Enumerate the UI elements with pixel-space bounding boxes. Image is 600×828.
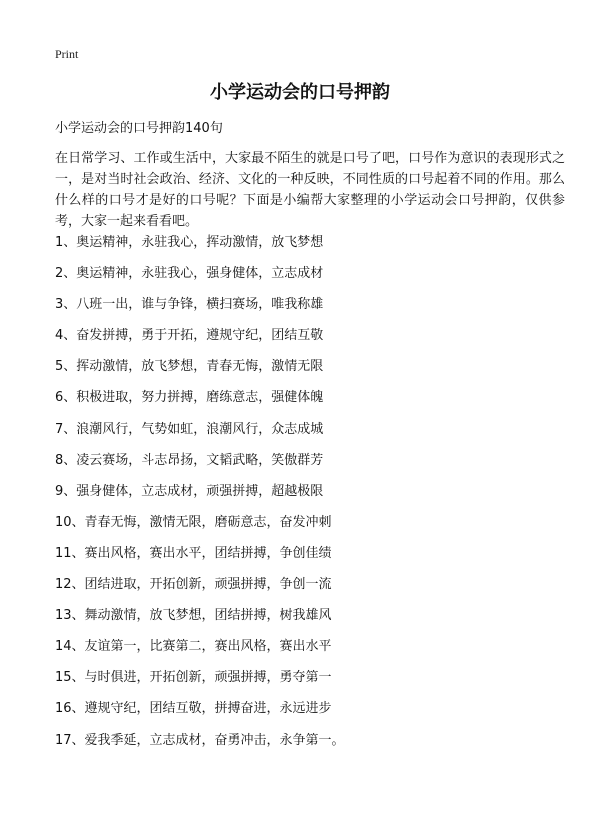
- slogan-list: [55, 233, 565, 762]
- slogan-item: 10、青春无悔，激情无限，磨砺意志，奋发冲刺: [55, 514, 332, 530]
- slogan-item: 8、凌云赛场，斗志昂扬，文韬武略，笑傲群芳: [55, 452, 324, 468]
- slogan-item: 9、强身健体，立志成材，顽强拼搏，超越极限: [55, 483, 324, 499]
- intro-paragraph: 在日常学习、工作或生活中，大家最不陌生的就是口号了吧，口号作为意识的表现形式之一，是对当时社会政治、经济、文化的一种反映，不同性质的口号起着不同的作用。那么什么样的口号才是好的口号呢？下面是小编帮大家整理的小学运动会口号押韵，仅供参考，大家一起来看看吧。: [55, 151, 565, 229]
- slogan-item: 4、奋发拼搏，勇于开拓，遵规守纪，团结互敬: [55, 328, 324, 344]
- slogan-item: 5、挥动激情，放飞梦想，青春无悔，激情无限: [55, 359, 324, 375]
- slogan-item: 15、与时俱进，开拓创新，顽强拼搏，勇夺第一: [55, 670, 332, 686]
- slogan-item: 13、舞动激情，放飞梦想，团结拼搏，树我雄风: [55, 608, 332, 624]
- slogan-item: 17、爱我季延，立志成材，奋勇冲击，永争第一。: [55, 732, 345, 748]
- slogan-item: 7、浪潮风行，气势如虹，浪潮风行，众志成城: [55, 421, 324, 437]
- slogan-item: 6、积极进取，努力拼搏，磨练意志，强健体魄: [55, 390, 324, 406]
- slogan-item: 11、赛出风格，赛出水平，团结拼搏，争创佳绩: [55, 545, 332, 561]
- print-link[interactable]: Print: [55, 47, 79, 61]
- article-subtitle: 小学运动会的口号押韵140句: [55, 121, 223, 136]
- slogan-item: 1、奥运精神，永驻我心，挥动激情，放飞梦想: [55, 235, 324, 250]
- slogan-item: 14、友谊第一，比赛第二，赛出风格，赛出水平: [55, 639, 332, 655]
- slogan-item: 3、八班一出，谁与争锋，横扫赛场，唯我称雄: [55, 297, 324, 313]
- page-title: 小学运动会的口号押韵: [210, 82, 390, 103]
- slogan-item: 16、遵规守纪，团结互敬，拼搏奋进，永远进步: [55, 701, 332, 717]
- slogan-item: 2、奥运精神，永驻我心，强身健体，立志成材: [55, 266, 324, 282]
- slogan-item: 12、团结进取，开拓创新，顽强拼搏，争创一流: [55, 577, 332, 593]
